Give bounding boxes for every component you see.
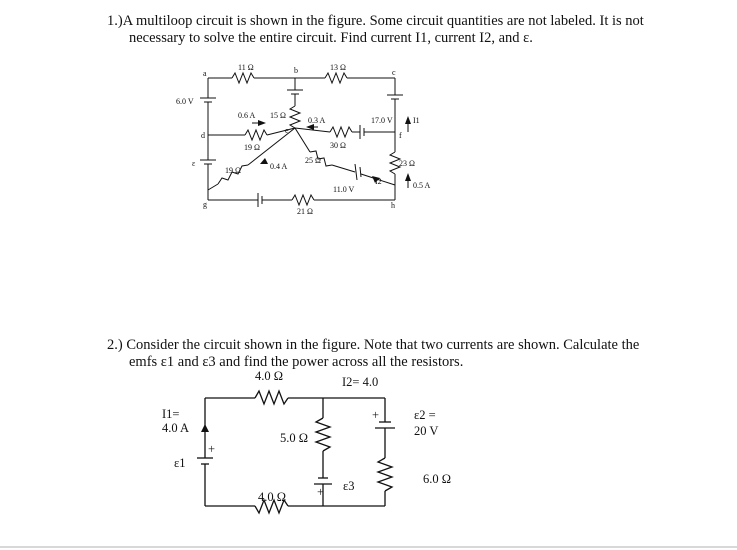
arrow-i1 (201, 424, 209, 432)
label-4-ohm-top: 4.0 Ω (255, 369, 284, 383)
resistor-21-ohm (292, 195, 314, 205)
label-11-ohm: 11 Ω (238, 63, 254, 72)
label-23-ohm: 23 Ω (399, 159, 415, 168)
resistor-30-ohm (330, 127, 352, 137)
label-13-ohm: 13 Ω (330, 63, 346, 72)
resistor-15-ohm (290, 106, 300, 128)
label-0-6a: 0.6 A (238, 111, 256, 120)
resistor-11-ohm (232, 73, 254, 83)
label-eps3: ε3 (343, 479, 355, 493)
node-a: a (203, 69, 207, 78)
label-19-ohm-a: 19 Ω (244, 143, 260, 152)
problem-2-line-2: emfs ε1 and ε3 and find the power across all the resistors. (129, 354, 464, 370)
resistor-13-ohm (325, 73, 347, 83)
battery-11v-short (360, 167, 361, 177)
label-4-ohm-bottom: 4.0 Ω (258, 490, 287, 504)
resistor-4-ohm-top (255, 391, 288, 404)
label-5-ohm: 5.0 Ω (280, 431, 309, 445)
label-eps2-eq: ε2 = (414, 408, 436, 422)
label-plus-eps3: + (317, 485, 325, 499)
node-c: c (392, 68, 396, 77)
label-19-ohm-b: 19 Ω (225, 166, 241, 175)
label-i1-eq: I1= (162, 407, 180, 421)
label-i1: I1 (413, 116, 420, 125)
node-eps: ε (192, 159, 196, 168)
resistor-6-ohm (378, 458, 392, 491)
label-plus-eps2: + (372, 408, 380, 422)
arrow-0-4a (260, 158, 268, 164)
label-21-ohm: 21 Ω (297, 207, 313, 216)
label-plus-eps1: + (208, 442, 216, 456)
battery-11v-long (355, 164, 357, 180)
bottom-divider (0, 546, 737, 548)
circuit-2-figure (160, 366, 490, 536)
label-0-3a: 0.3 A (308, 116, 326, 125)
circuit-1-figure (170, 60, 450, 220)
label-6-ohm: 6.0 Ω (423, 472, 452, 486)
label-30-ohm: 30 Ω (330, 141, 346, 150)
resistor-19-ohm-a (245, 130, 267, 140)
label-17v: 17.0 V (371, 116, 393, 125)
label-6v: 6.0 V (176, 97, 194, 106)
problem-2-line-1: 2.) Consider the circuit shown in the figure. Note that two currents are shown. Calculate the (107, 337, 640, 353)
label-i2: I2= 4.0 (342, 375, 379, 389)
label-0-4a: 0.4 A (270, 162, 288, 171)
label-11v: 11.0 V (333, 185, 355, 194)
label-0-5a: 0.5 A (413, 181, 431, 190)
label-25-ohm: 25 Ω (305, 156, 321, 165)
label-15-ohm: 15 Ω (270, 111, 286, 120)
resistor-5-ohm (316, 418, 330, 451)
label-i1-value: 4.0 A (162, 421, 190, 435)
node-g: g (203, 200, 207, 209)
node-h: h (391, 201, 395, 210)
node-f: f (399, 131, 402, 140)
problem-1-line-1: 1.)A multiloop circuit is shown in the figure. Some circuit quantities are not labeled. It is not (107, 13, 644, 29)
node-b: b (294, 66, 298, 75)
label-eps1: ε1 (174, 456, 186, 470)
node-e: e (285, 126, 289, 135)
problem-1-text (107, 13, 667, 47)
label-eps2-value: 20 V (414, 424, 439, 438)
node-d: d (201, 131, 205, 140)
label-i2: I2 (375, 177, 382, 186)
problem-1-line-2: necessary to solve the entire circuit. Find current I1, current I2, and ε. (129, 30, 533, 46)
